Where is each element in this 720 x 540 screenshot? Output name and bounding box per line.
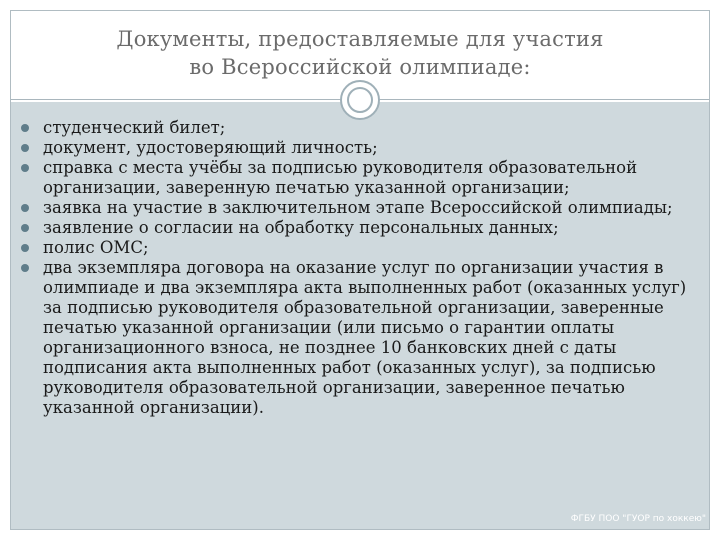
ring-inner bbox=[347, 87, 373, 113]
list-item-text: заявление о согласии на обработку персональных данных; bbox=[43, 218, 559, 237]
list-item-text: документ, удостоверяющий личность; bbox=[43, 138, 378, 157]
title-line-2: во Всероссийской олимпиаде: bbox=[189, 55, 531, 79]
list-item-text: справка с места учёбы за подписью руководителя образовательной организации, заверенную печатью указанной организации; bbox=[43, 158, 638, 197]
list-item-text: два экземпляра договора на оказание услуг по организации участия в олимпиаде и два экземпляра акта выполненных работ (оказанных услуг) за подписью руководителя образовательной организации, заверенные печатью указанной организации (или письмо о гарантии оплаты организационного взноса, не позднее 10 банковских дней с даты подписания акта выполненных работ (оказанных услуг), за подписью руководителя образовательной организации, заверенное печатью указанной организации). bbox=[43, 258, 687, 417]
list-item-text: заявка на участие в заключительном этапе Всероссийской олимпиады; bbox=[43, 198, 673, 217]
list-item-text: полис ОМС; bbox=[43, 238, 149, 257]
list-item-text: студенческий билет; bbox=[43, 118, 226, 137]
title-line-1: Документы, предоставляемые для участия bbox=[116, 27, 604, 51]
footer-text: ФГБУ ПОО "ГУОР по хоккею" bbox=[570, 514, 706, 524]
ring-icon bbox=[340, 80, 380, 120]
